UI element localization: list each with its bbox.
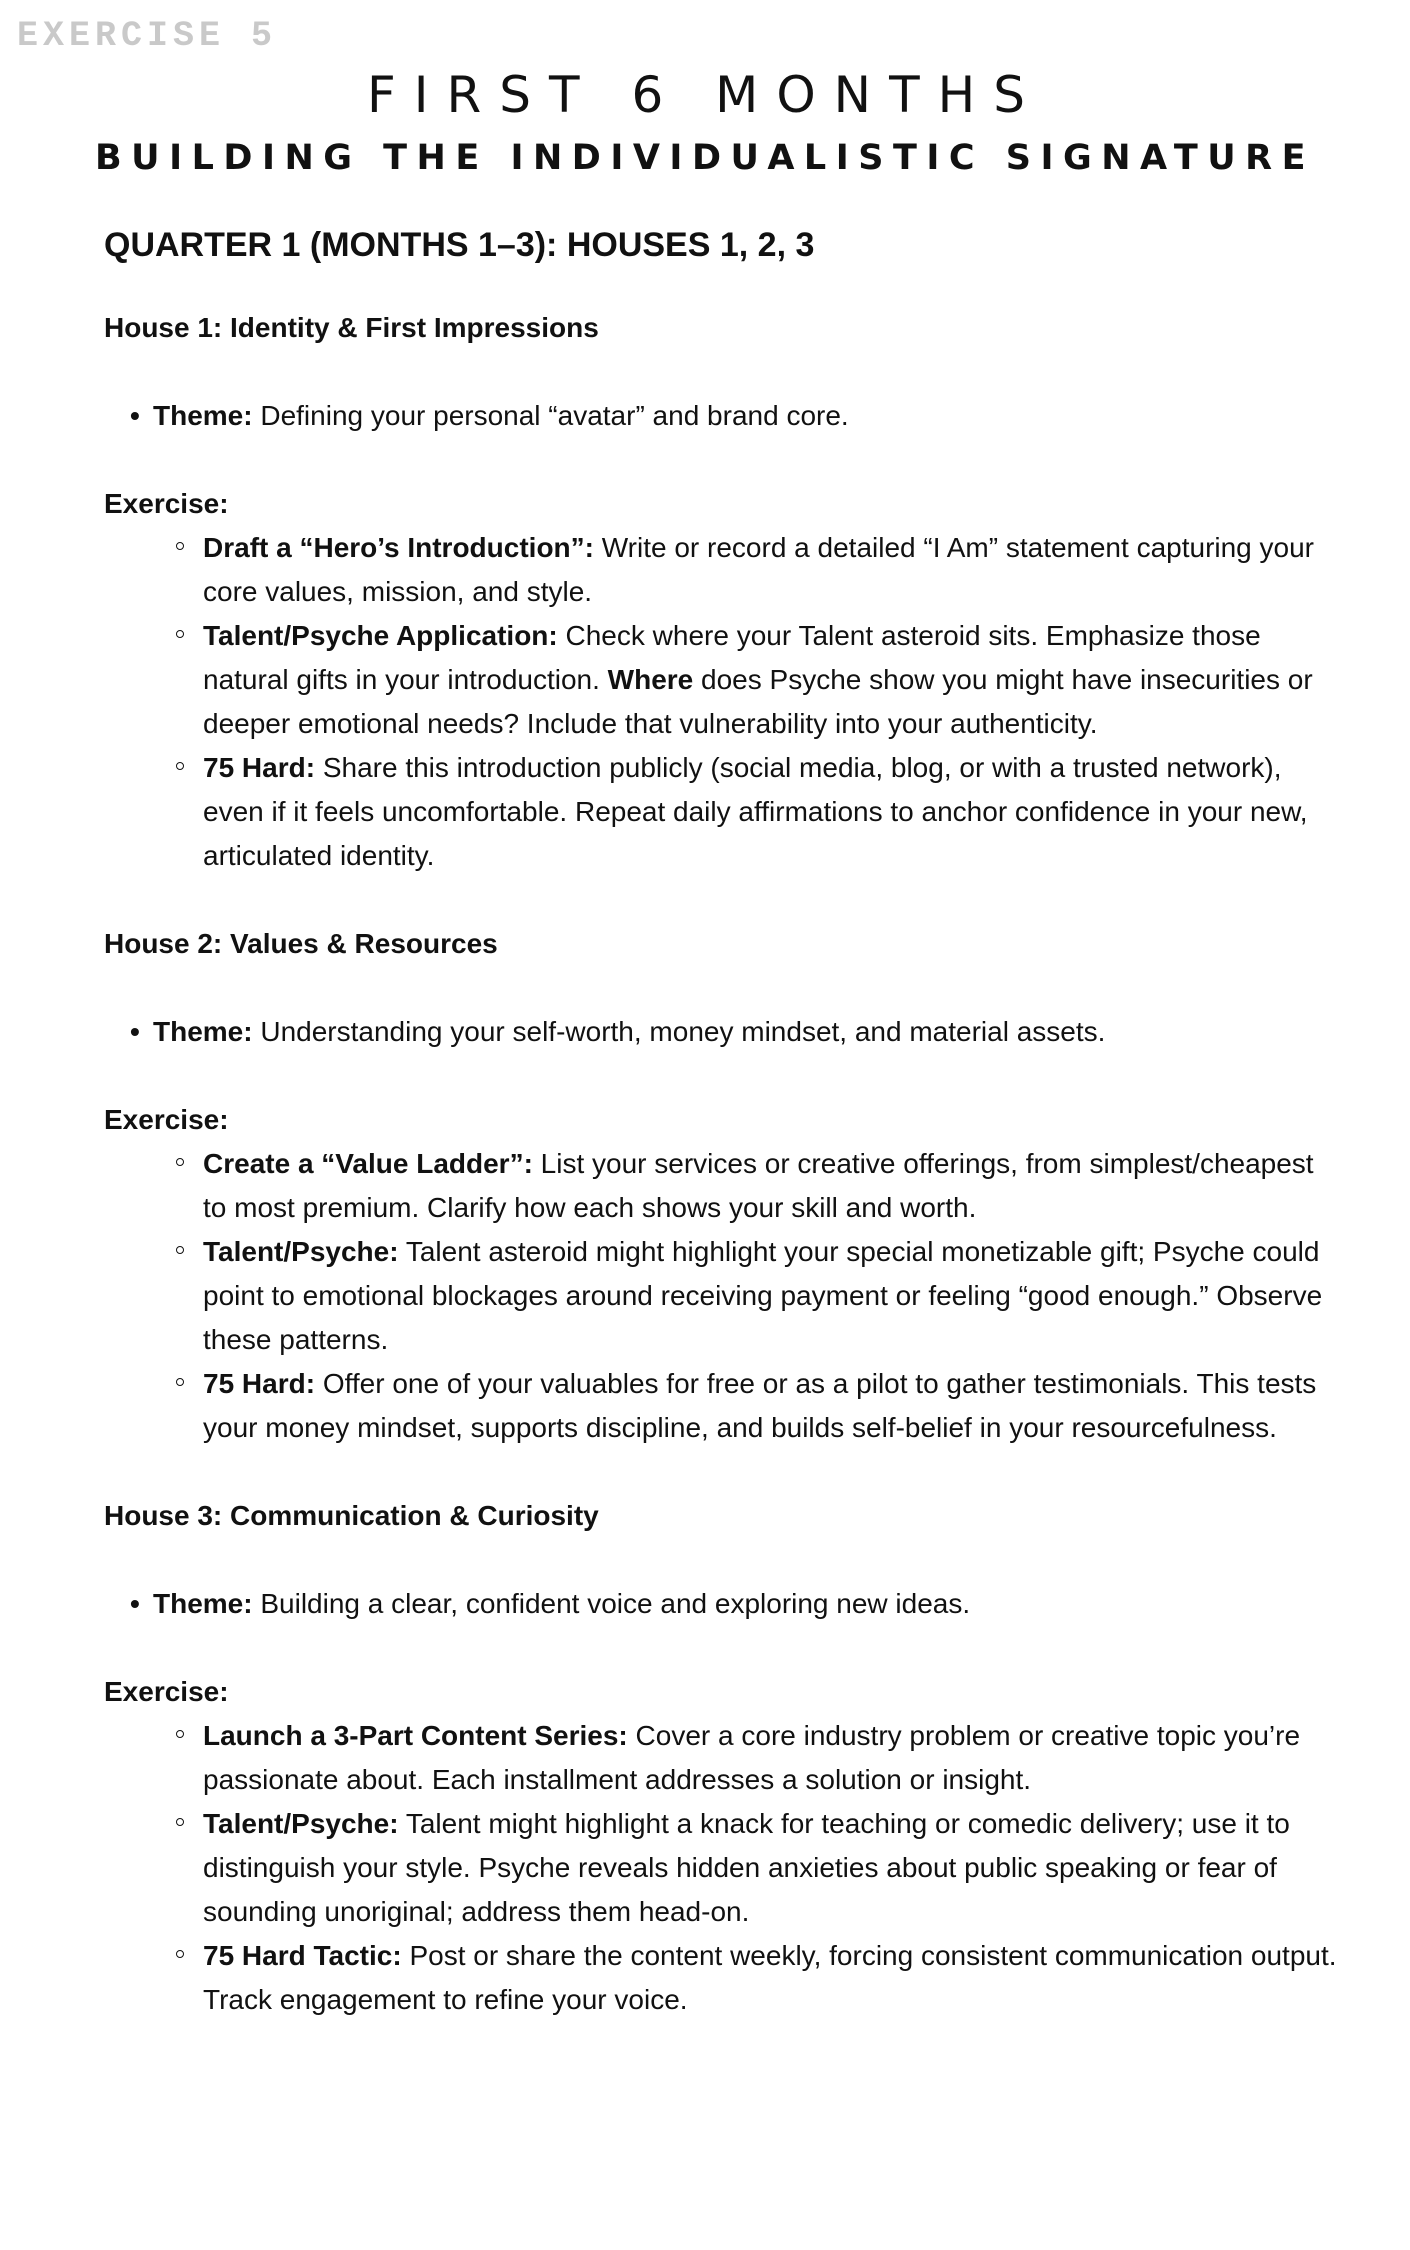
circle-bullet-icon [176,762,184,770]
theme-bullet [104,1010,1344,1054]
item-text: Talent asteroid might highlight your special monetizable gift; Psyche could point to emotional blockages around receiving payment or feeling “good enough.” Observe these patterns. [203,1236,1323,1355]
list-item [104,1802,1344,1934]
house-2-section [104,922,1344,1450]
item-text: Write or record a detailed “I Am” statement capturing your core values, mission, and style. [203,532,1314,607]
item-text: Share this introduction publicly (social media, blog, or with a trusted network), even if it feels uncomfortable. Repeat daily affirmations to anchor confidence in your new, articulated identity. [203,752,1308,871]
theme-bullet [104,1582,1344,1626]
list-item [104,614,1344,746]
house-heading: House 1: Identity & First Impressions [104,312,599,343]
item-text: List your services or creative offerings, from simplest/cheapest to most premium. Clarify how each shows your skill and worth. [203,1148,1314,1223]
list-item [104,1714,1344,1802]
page-subtitle: BUILDING THE INDIVIDUALISTIC SIGNATURE [94,138,1316,178]
item-label: Create a “Value Ladder”: [203,1148,533,1179]
item-label: Draft a “Hero’s Introduction”: [203,532,594,563]
circle-bullet-icon [176,1246,184,1254]
theme-label: Theme: [153,1588,253,1619]
circle-bullet-icon [176,1818,184,1826]
item-label: Talent/Psyche: [203,1808,399,1839]
bullet-icon: • [130,1588,140,1619]
item-text-continued: does Psyche show you might have insecurities or deeper emotional needs? Include that vulnerability into your authenticity. [203,664,1313,739]
circle-bullet-icon [176,1378,184,1386]
house-1-section [104,306,1344,878]
item-label: Talent/Psyche: [203,1236,399,1267]
list-item [104,1230,1344,1362]
item-label: 75 Hard: [203,1368,316,1399]
theme-label: Theme: [153,1016,253,1047]
house-heading: House 2: Values & Resources [104,928,498,959]
theme-text: Defining your personal “avatar” and brand core. [252,400,849,431]
exercise-list [104,526,1344,878]
item-text: Check where your Talent asteroid sits. Emphasize those natural gifts in your introduction. [203,620,1261,695]
house-heading: House 3: Communication & Curiosity [104,1500,599,1531]
exercise-label: Exercise: [104,1104,229,1135]
item-text: Post or share the content weekly, forcing consistent communication output. Track engagement to refine your voice. [203,1940,1337,2015]
page-title: FIRST 6 MONTHS [367,66,1043,124]
bullet-icon: • [130,400,140,431]
quarter-heading: QUARTER 1 (MONTHS 1–3): HOUSES 1, 2, 3 [104,226,815,264]
exercise-tag: EXERCISE 5 [17,16,278,56]
list-item [104,1362,1344,1450]
item-label: Talent/Psyche Application: [203,620,558,651]
list-item [104,1142,1344,1230]
item-label: 75 Hard Tactic: [203,1940,402,1971]
circle-bullet-icon [176,1950,184,1958]
item-text: Offer one of your valuables for free or as a pilot to gather testimonials. This tests your money mindset, supports discipline, and builds self-belief in your resourcefulness. [203,1368,1317,1443]
bullet-icon: • [130,1016,140,1047]
theme-text: Building a clear, confident voice and exploring new ideas. [252,1588,971,1619]
item-label-inline: Where [607,664,694,695]
theme-label: Theme: [153,400,253,431]
exercise-label: Exercise: [104,1676,229,1707]
item-text: Talent might highlight a knack for teaching or comedic delivery; use it to distinguish your style. Psyche reveals hidden anxieties about public speaking or fear of sounding unoriginal; address them head-on. [203,1808,1290,1927]
item-text: Cover a core industry problem or creative topic you’re passionate about. Each installment addresses a solution or insight. [203,1720,1301,1795]
circle-bullet-icon [176,630,184,638]
document-body [104,218,1344,2066]
list-item [104,526,1344,614]
theme-bullet [104,394,1344,438]
exercise-list [104,1142,1344,1450]
exercise-label: Exercise: [104,488,229,519]
theme-text: Understanding your self-worth, money mindset, and material assets. [252,1016,1106,1047]
exercise-list [104,1714,1344,2022]
item-label: 75 Hard: [203,752,316,783]
list-item [104,746,1344,878]
circle-bullet-icon [176,1730,184,1738]
house-3-section [104,1494,1344,2022]
list-item [104,1934,1344,2022]
circle-bullet-icon [176,542,184,550]
circle-bullet-icon [176,1158,184,1166]
item-label: Launch a 3-Part Content Series: [203,1720,628,1751]
